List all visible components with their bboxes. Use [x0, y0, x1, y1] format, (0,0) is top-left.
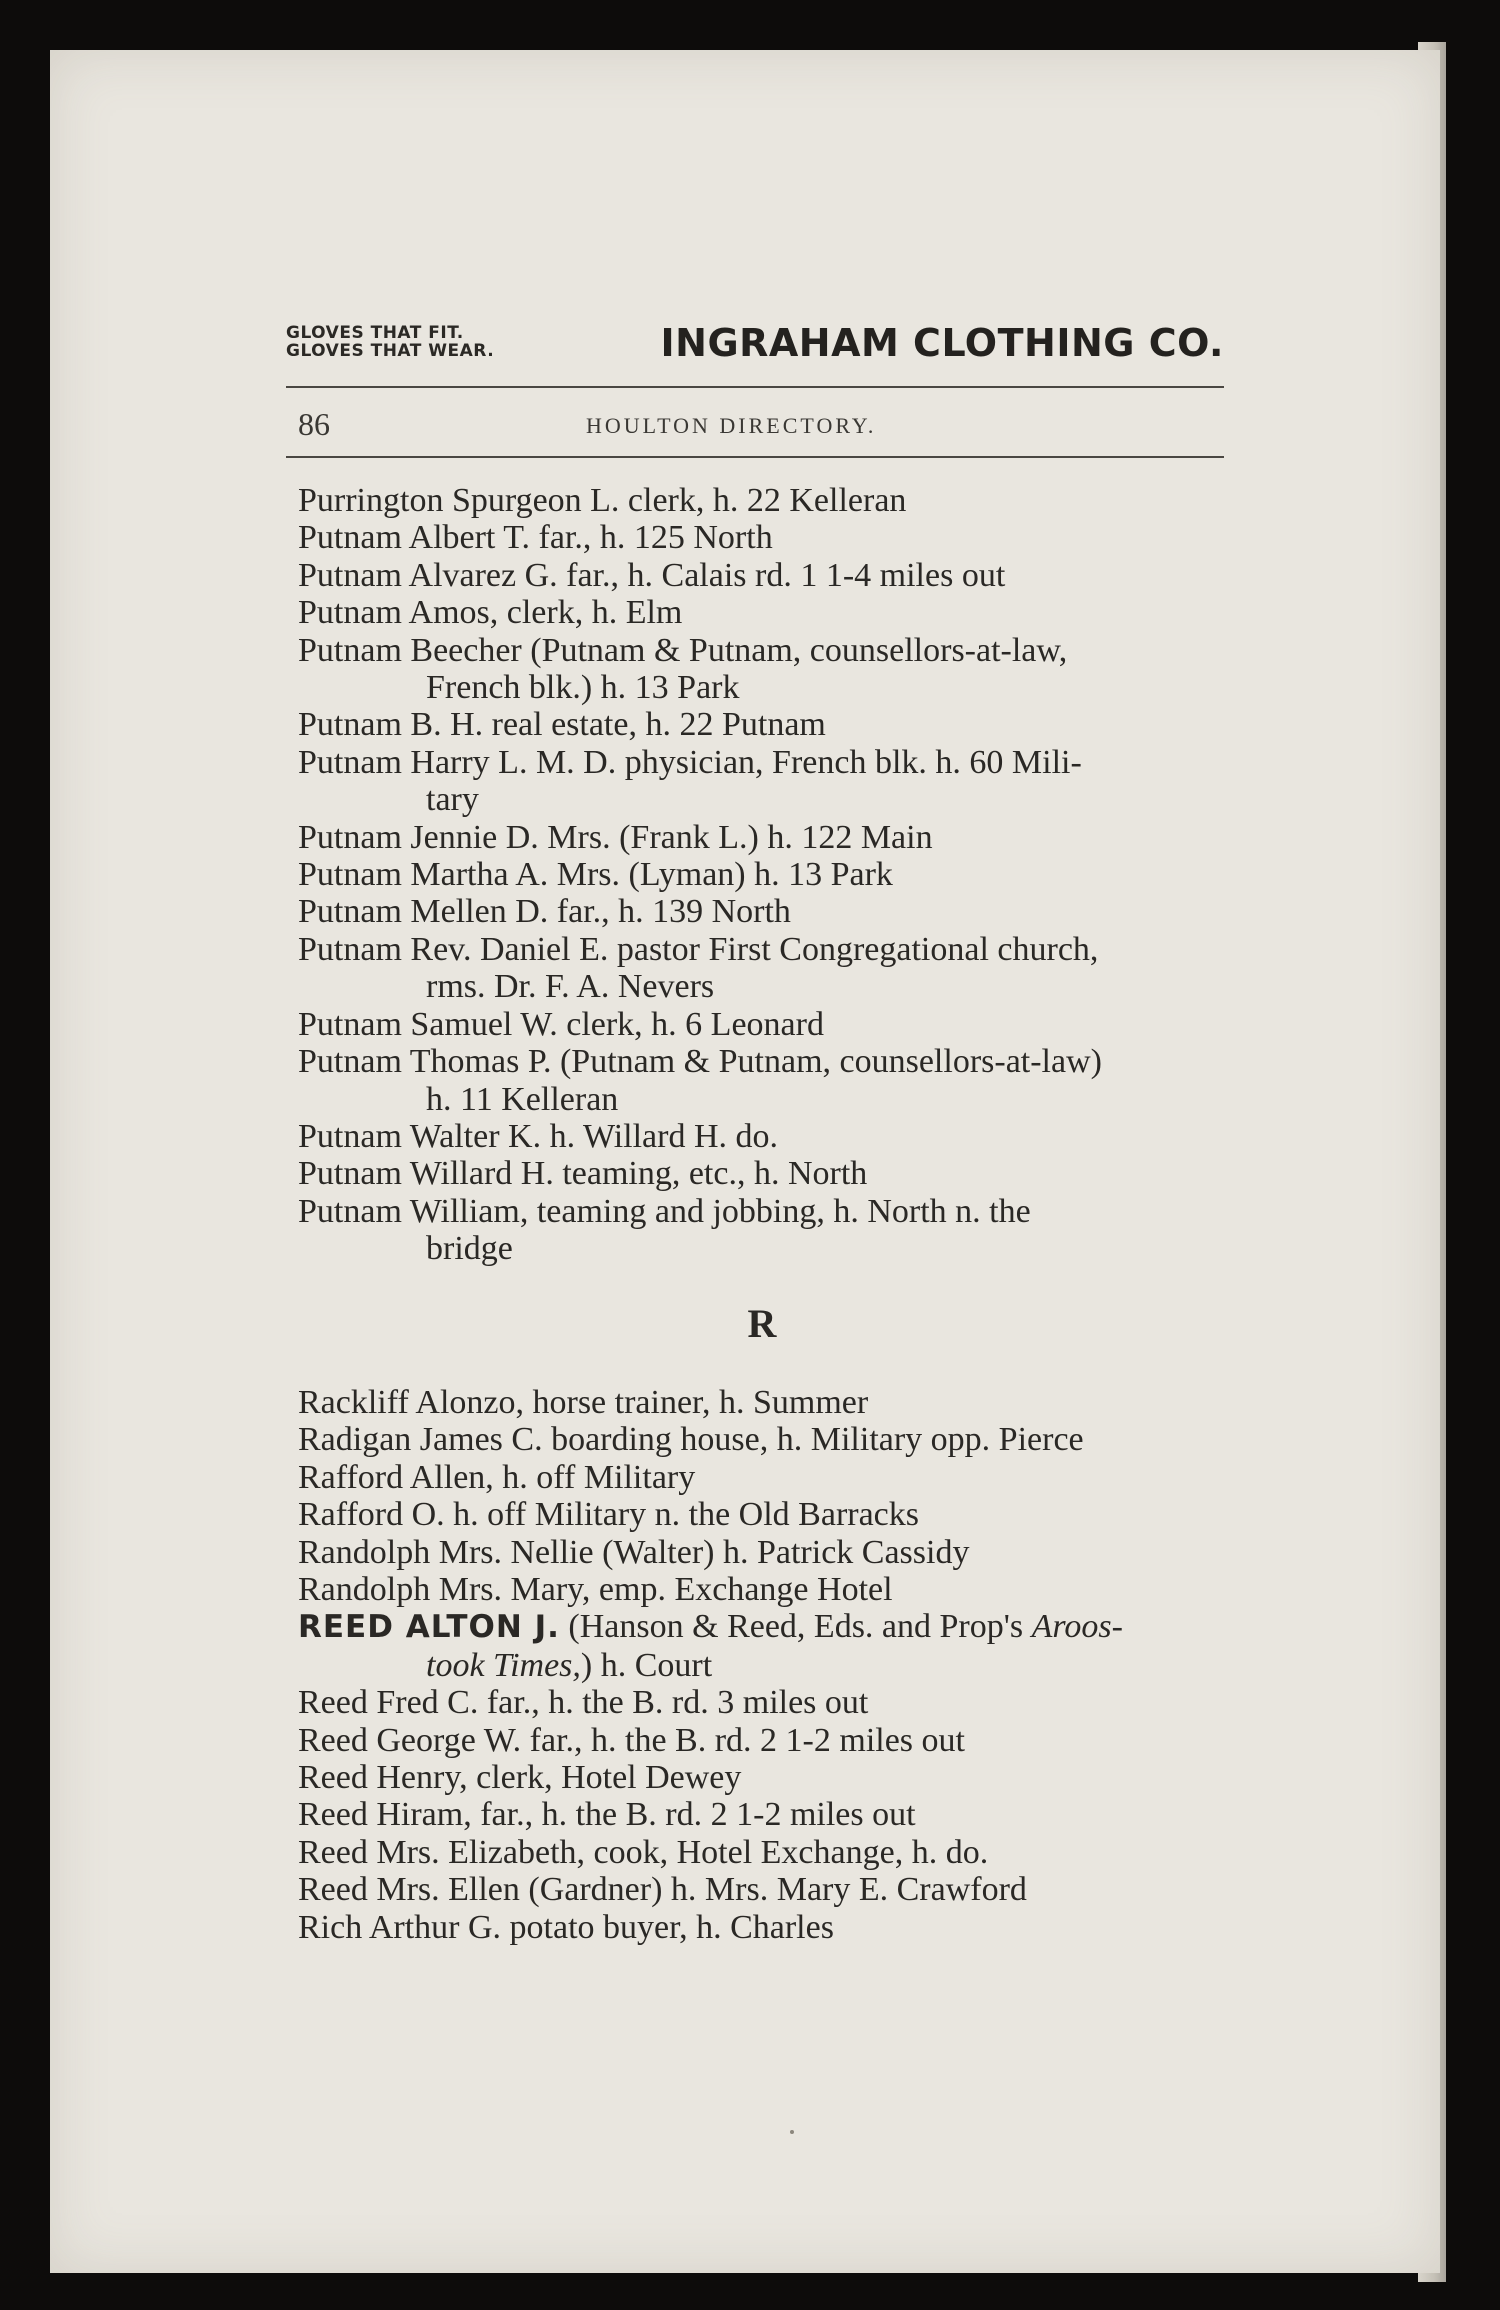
directory-entry: [298, 519, 1226, 556]
directory-entry: [298, 893, 1226, 930]
directory-entry: [298, 1722, 1226, 1759]
entry-line: Putnam Harry L. M. D. physician, French blk. h. 60 Mili-: [298, 743, 1082, 781]
entry-line: Rackliff Alonzo, horse trainer, h. Summer: [298, 1384, 869, 1421]
directory-entry: [298, 706, 1226, 743]
directory-entry: [298, 819, 1226, 856]
directory-entry: [298, 1496, 1226, 1533]
entry-italic-text: Aroos-: [1031, 1608, 1123, 1646]
entry-italic-text-2: took Times,: [426, 1646, 581, 1684]
entry-line: Putnam Albert T. far., h. 125 North: [298, 519, 773, 557]
entry-line: Radigan James C. boarding house, h. Military opp. Pierce: [298, 1421, 1084, 1459]
entry-text-2: ) h. Court: [580, 1646, 713, 1684]
entry-line: Reed Hiram, far., h. the B. rd. 2 1-2 miles out: [298, 1796, 916, 1834]
directory-title: HOULTON DIRECTORY.: [586, 413, 877, 438]
entry-line: Reed Mrs. Elizabeth, cook, Hotel Exchange, h. do.: [298, 1833, 989, 1871]
entry-line: Reed Henry, clerk, Hotel Dewey: [298, 1759, 742, 1797]
directory-entry: [298, 1834, 1226, 1871]
entry-continuation-line: rms. Dr. F. A. Nevers: [426, 968, 715, 1006]
directory-entry: [298, 1006, 1226, 1043]
entry-bold-name: REED ALTON J.: [298, 1609, 560, 1646]
ad-company-name: INGRAHAM CLOTHING CO.: [660, 321, 1224, 365]
directory-entry: [298, 1909, 1226, 1946]
entries-p-section: [298, 482, 1226, 1268]
directory-entry: [298, 1684, 1226, 1721]
entry-line: Rafford O. h. off Military n. the Old Barracks: [298, 1496, 919, 1534]
entry-line: Putnam Rev. Daniel E. pastor First Congregational church,: [298, 930, 1099, 968]
directory-entry: [298, 1118, 1226, 1155]
entry-line: Putnam William, teaming and jobbing, h. North n. the: [298, 1192, 1031, 1230]
entry-line: Putnam Samuel W. clerk, h. 6 Leonard: [298, 1005, 824, 1043]
paper-speck: [790, 2130, 794, 2134]
entry-line: Randolph Mrs. Nellie (Walter) h. Patrick Cassidy: [298, 1533, 970, 1571]
directory-entry: [298, 557, 1226, 594]
entry-line: Putnam Mellen D. far., h. 139 North: [298, 893, 791, 931]
entry-line: Putnam Alvarez G. far., h. Calais rd. 1 1-4 miles out: [298, 556, 1006, 594]
entry-continuation-line: bridge: [426, 1230, 513, 1268]
directory-entry: [298, 1534, 1226, 1571]
header-rule-bottom: [286, 456, 1224, 458]
entries-r-section: [298, 1301, 1226, 1946]
directory-entry: [298, 482, 1226, 519]
entry-line: Putnam Jennie D. Mrs. (Frank L.) h. 122 Main: [298, 818, 933, 856]
directory-entry: [298, 856, 1226, 893]
directory-entry: [298, 1384, 1226, 1421]
directory-entry-reed-alton: [298, 1608, 1226, 1684]
entry-line: Randolph Mrs. Mary, emp. Exchange Hotel: [298, 1571, 893, 1609]
entry-line: Putnam Martha A. Mrs. (Lyman) h. 13 Park: [298, 856, 893, 894]
ad-slogan: [286, 324, 494, 360]
entry-continuation-line: French blk.) h. 13 Park: [426, 669, 740, 707]
entry-line: Reed Mrs. Ellen (Gardner) h. Mrs. Mary E. Crawford: [298, 1871, 1027, 1909]
entry-line: Putnam Amos, clerk, h. Elm: [298, 594, 683, 632]
directory-entry: [298, 744, 1226, 819]
ad-slogan-line-1: GLOVES THAT FIT.: [286, 323, 464, 343]
entry-text: (Hanson & Reed, Eds. and Prop's: [559, 1608, 1032, 1646]
directory-entry: [298, 1043, 1226, 1118]
section-letter-heading: R: [747, 1301, 777, 1346]
entry-line: Putnam Willard H. teaming, etc., h. North: [298, 1155, 868, 1193]
entry-line: Putnam Thomas P. (Putnam & Putnam, counsellors-at-law): [298, 1043, 1102, 1081]
entry-line: Rich Arthur G. potato buyer, h. Charles: [298, 1908, 834, 1946]
entry-line: Putnam B. H. real estate, h. 22 Putnam: [298, 706, 826, 744]
page-number: 86: [298, 406, 330, 442]
directory-entry: [298, 1871, 1226, 1908]
directory-entry: [298, 594, 1226, 631]
directory-entry: [298, 1421, 1226, 1458]
entry-line: Putnam Walter K. h. Willard H. do.: [298, 1117, 779, 1155]
directory-entry: [298, 1759, 1226, 1796]
running-head: [286, 402, 1224, 446]
directory-entry: [298, 632, 1226, 707]
entry-line: Rafford Allen, h. off Military: [298, 1458, 696, 1496]
entry-line: Reed Fred C. far., h. the B. rd. 3 miles out: [298, 1684, 869, 1722]
directory-entry: [298, 1571, 1226, 1608]
directory-entry: [298, 1193, 1226, 1268]
entry-line: Putnam Beecher (Putnam & Putnam, counsellors-at-law,: [298, 631, 1068, 669]
directory-entry: [298, 1459, 1226, 1496]
header-rule-top: [286, 386, 1224, 388]
advertisement-header: [286, 318, 1224, 382]
ad-slogan-line-2: GLOVES THAT WEAR.: [286, 341, 495, 361]
entry-continuation-line: tary: [426, 781, 479, 819]
entry-line: Reed George W. far., h. the B. rd. 2 1-2 miles out: [298, 1721, 965, 1759]
directory-entry: [298, 1796, 1226, 1833]
directory-entry: [298, 1155, 1226, 1192]
entry-line: Purrington Spurgeon L. clerk, h. 22 Kelleran: [298, 482, 907, 519]
entry-continuation-line: h. 11 Kelleran: [426, 1080, 619, 1118]
directory-entry: [298, 931, 1226, 1006]
